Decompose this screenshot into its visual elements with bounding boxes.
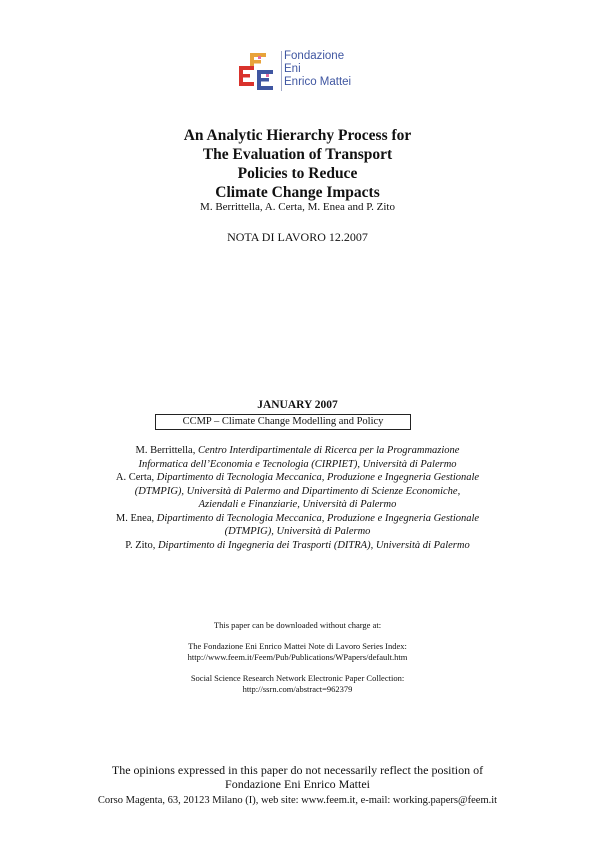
affiliation-2-name: A. Certa, [115, 472, 155, 483]
title-line-4: Climate Change Impacts [215, 184, 380, 201]
affiliation-2-text: Dipartimento di Tecnologia Meccanica, Produzione e Ingegneria Gestionale [156, 472, 480, 483]
affiliation-4-text: Dipartimento di Ingegneria dei Trasporti (DITRA), Università di Palermo [157, 539, 470, 551]
logo-wordmark [284, 50, 351, 89]
affiliation-3-name: M. Enea, [115, 512, 155, 524]
title-line-1: An Analytic Hierarchy Process for [183, 127, 412, 144]
affiliation-1-text: Centro Interdipartimentale di Ricerca per la Programmazione [197, 445, 460, 456]
logo-line-2: Eni [284, 63, 301, 75]
download-info [0, 620, 595, 695]
feem-logo [236, 48, 376, 98]
feem-index-link[interactable]: http://www.feem.it/Feem/Pub/Publications/WPapers/default.htm [187, 652, 408, 662]
title-line-3: Policies to Reduce [237, 165, 358, 182]
paper-title [0, 126, 595, 202]
author-affiliations [0, 444, 595, 552]
affiliation-2-line-1 [0, 471, 595, 485]
affiliation-1-line-1 [0, 444, 595, 458]
logo-line-1: Fondazione [284, 50, 345, 62]
affiliation-1-line-2: Informatica dell’Economia e Tecnologia (CIRPIET), Università di Palermo [138, 458, 457, 470]
feem-logo-mark-icon [236, 50, 278, 94]
affiliation-3-line-2: (DTMPIG), Università di Palermo [224, 526, 371, 537]
feem-index-label: The Fondazione Eni Enrico Mattei Note di Lavoro Series Index: [188, 641, 407, 651]
affiliation-2-line-2: (DTMPIG), Università di Palermo and Dipartimento di Scienze Economiche, [134, 485, 461, 497]
download-intro: This paper can be downloaded without charge at: [213, 620, 382, 630]
disclaimer [0, 763, 595, 791]
logo-line-3: Enrico Mattei [284, 76, 352, 88]
ssrn-label: Social Science Research Network Electronic Paper Collection: [190, 673, 405, 683]
series-box: CCMP – Climate Change Modelling and Policy [155, 414, 411, 430]
logo-divider [281, 51, 282, 91]
nota-di-lavoro: NOTA DI LAVORO 12.2007 [227, 230, 368, 244]
affiliation-4-name: P. Zito, [125, 539, 156, 551]
publication-date: JANUARY 2007 [257, 399, 338, 411]
title-line-2: The Evaluation of Transport [202, 146, 393, 163]
affiliation-2-line-3: Aziendali e Finanziarie, Università di Palermo [198, 499, 397, 510]
disclaimer-line-1: The opinions expressed in this paper do not necessarily reflect the position of [111, 763, 484, 777]
affiliation-3-text: Dipartimento di Tecnologia Meccanica, Produzione e Ingegneria Gestionale [156, 512, 480, 524]
affiliation-3-line-1 [0, 512, 595, 526]
ssrn-link[interactable]: http://ssrn.com/abstract=962379 [242, 684, 353, 694]
affiliation-4-line-1 [0, 539, 595, 553]
disclaimer-line-2: Fondazione Eni Enrico Mattei [225, 777, 370, 791]
paper-authors: M. Berrittella, A. Certa, M. Enea and P. Zito [200, 201, 395, 213]
contact-address: Corso Magenta, 63, 20123 Milano (I), web site: www.feem.it, e-mail: working.papers@feem.it [97, 795, 498, 806]
affiliation-1-name: M. Berrittella, [135, 445, 196, 456]
